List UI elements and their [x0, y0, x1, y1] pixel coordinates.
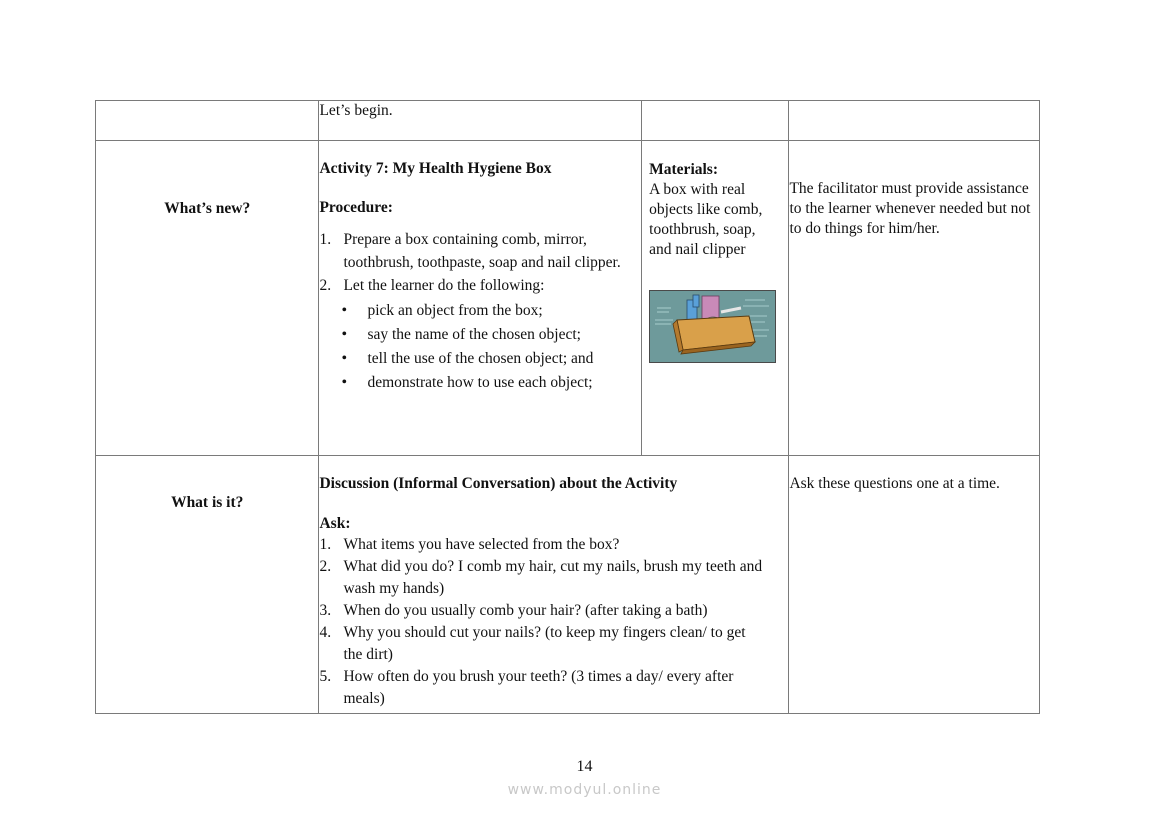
procedure-heading: Procedure:	[319, 199, 393, 216]
section-label-cell	[96, 141, 319, 456]
watermark: www.modyul.online	[507, 782, 662, 798]
activity-title: Activity 7: My Health Hygiene Box	[319, 160, 552, 177]
section-label-whats-new: What’s new?	[164, 200, 251, 217]
hygiene-box-illustration	[649, 290, 776, 363]
question-number: 5.	[319, 668, 332, 685]
question-text: When do you usually comb your hair? (after taking a bath)	[343, 602, 708, 619]
section-label-what-is-it: What is it?	[171, 494, 244, 511]
content-cell	[319, 101, 642, 141]
list-item: • pick an object from the box;	[319, 301, 641, 321]
section-label-cell	[96, 101, 319, 141]
materials-text: A box with real objects like comb, toothbrush, soap, and nail clipper	[649, 181, 763, 258]
procedure-steps	[319, 228, 641, 297]
facilitator-note: The facilitator must provide assistance to the learner whenever needed but not to do things for him/her.	[789, 180, 1031, 237]
notes-cell	[789, 141, 1040, 456]
discussion-title: Discussion (Informal Conversation) about the Activity	[319, 475, 678, 492]
question-number: 4.	[319, 624, 332, 641]
ask-heading: Ask:	[319, 515, 351, 532]
content-cell	[319, 456, 789, 714]
list-item	[319, 556, 765, 600]
question-text: How often do you brush your teeth? (3 times a day/ every after meals)	[343, 668, 734, 707]
procedure-bullets	[319, 301, 641, 393]
question-text: Why you should cut your nails? (to keep my fingers clean/ to get the dirt)	[343, 624, 746, 663]
section-label-cell	[96, 456, 319, 714]
materials-cell	[642, 101, 789, 141]
materials-heading: Materials:	[649, 161, 718, 178]
table-row	[96, 101, 1040, 141]
list-item	[319, 600, 765, 622]
list-item	[319, 534, 765, 556]
list-item: • tell the use of the chosen object; and	[319, 349, 641, 369]
notes-cell	[789, 101, 1040, 141]
lesson-table	[95, 100, 1040, 714]
step-text: Let the learner do the following:	[343, 277, 545, 294]
table-row	[96, 456, 1040, 714]
notes-cell	[789, 456, 1040, 714]
lets-begin-text: Let’s begin.	[319, 102, 393, 119]
list-item	[319, 666, 765, 710]
content-cell	[319, 141, 642, 456]
list-item: • say the name of the chosen object;	[319, 325, 641, 345]
question-text: What did you do? I comb my hair, cut my nails, brush my teeth and wash my hands)	[343, 558, 763, 597]
question-list	[319, 534, 765, 710]
question-number: 3.	[319, 602, 332, 619]
question-number: 1.	[319, 536, 332, 553]
list-item	[319, 622, 765, 666]
list-item	[319, 274, 641, 297]
materials-cell	[642, 141, 789, 456]
table-row	[96, 141, 1040, 456]
step-number: 1.	[319, 231, 332, 248]
list-item	[319, 228, 641, 274]
list-item: • demonstrate how to use each object;	[319, 373, 641, 393]
step-text: Prepare a box containing comb, mirror, toothbrush, toothpaste, soap and nail clipper.	[343, 231, 621, 271]
questions-note: Ask these questions one at a time.	[789, 475, 1000, 492]
page-number: 14	[576, 758, 593, 775]
question-number: 2.	[319, 558, 332, 575]
question-text: What items you have selected from the box?	[343, 536, 620, 553]
step-number: 2.	[319, 277, 332, 294]
